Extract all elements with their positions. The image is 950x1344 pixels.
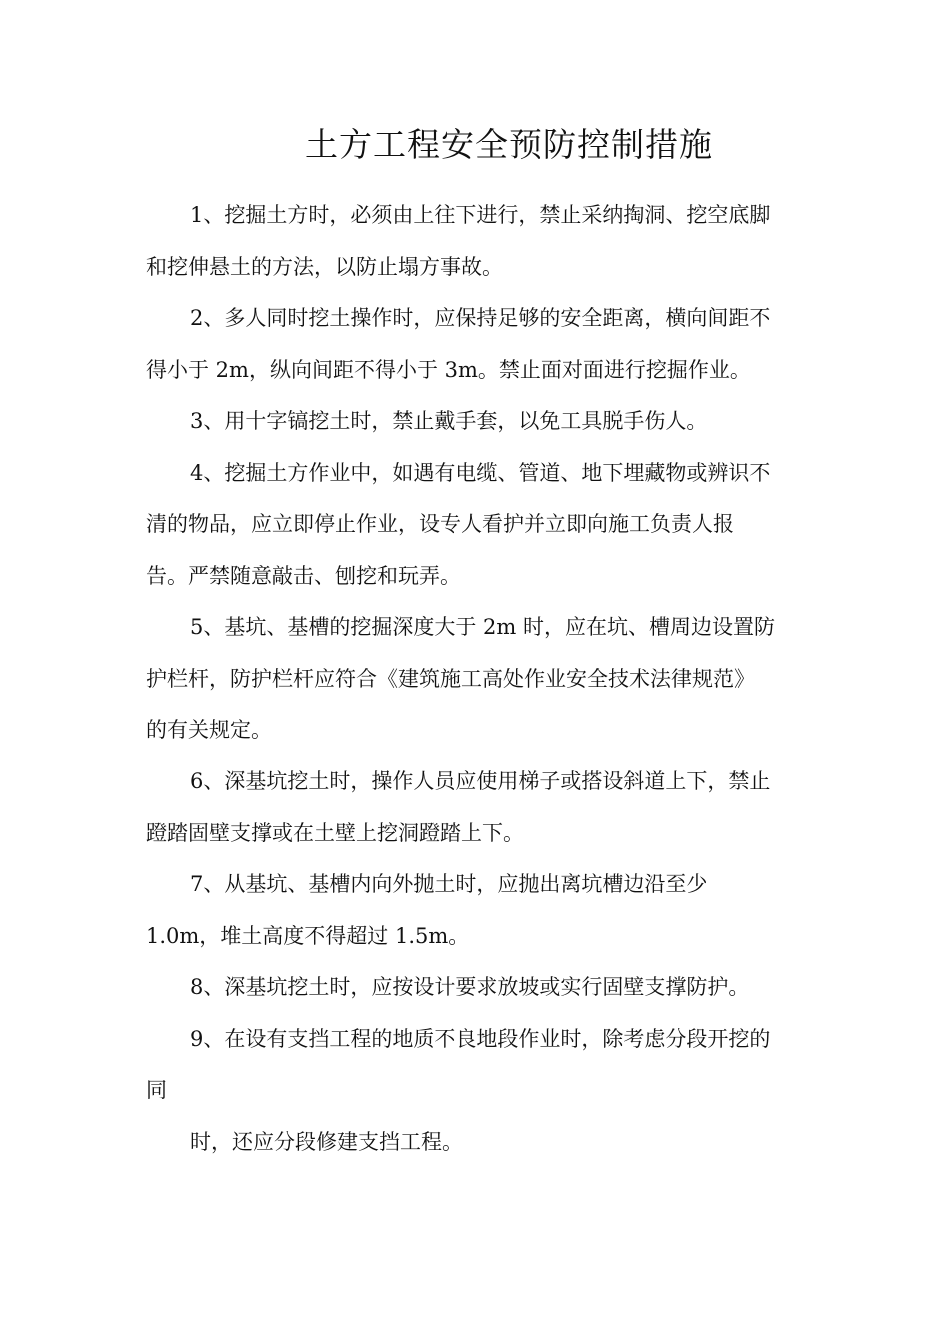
text-line: 得小于 2m，纵向间距不得小于 3m。禁止面对面进行挖掘作业。 [146,358,751,382]
text-line: 4、挖掘土方作业中，如遇有电缆、管道、地下埋藏物或辨识不 [190,461,771,485]
text-line: 1、挖掘土方时，必须由上往下进行，禁止采纳掏洞、挖空底脚 [190,203,771,227]
text-line: 护栏杆，防护栏杆应符合《建筑施工高处作业安全技术法律规范》 [146,667,755,691]
text-line: 3、用十字镐挖土时，禁止戴手套，以免工具脱手伤人。 [190,409,708,433]
text-line: 和挖伸悬土的方法，以防止塌方事故。 [146,255,503,279]
text-line: 同 [146,1078,167,1102]
text-line: 7、从基坑、基槽内向外抛土时，应抛出离坑槽边沿至少 [190,872,708,896]
text-line: 清的物品，应立即停止作业，设专人看护并立即向施工负责人报 [146,512,734,536]
text-line: 6、深基坑挖土时，操作人员应使用梯子或搭设斜道上下，禁止 [190,769,771,793]
text-line: 8、深基坑挖土时，应按设计要求放坡或实行固壁支撑防护。 [190,975,750,999]
text-line: 时，还应分段修建支挡工程。 [190,1130,463,1154]
text-line: 9、在设有支挡工程的地质不良地段作业时，除考虑分段开挖的 [190,1027,771,1051]
text-line: 1.0m，堆土高度不得超过 1.5m。 [146,924,470,948]
text-line: 5、基坑、基槽的挖掘深度大于 2m 时，应在坑、槽周边设置防 [190,615,775,639]
document-title: 土方工程安全预防控制措施 [305,125,713,164]
text-line: 告。严禁随意敲击、刨挖和玩弄。 [146,564,461,588]
text-line: 蹬踏固壁支撑或在土壁上挖洞蹬踏上下。 [146,821,524,845]
text-line: 2、多人同时挖土操作时，应保持足够的安全距离，横向间距不 [190,306,771,330]
text-line: 的有关规定。 [146,718,272,742]
